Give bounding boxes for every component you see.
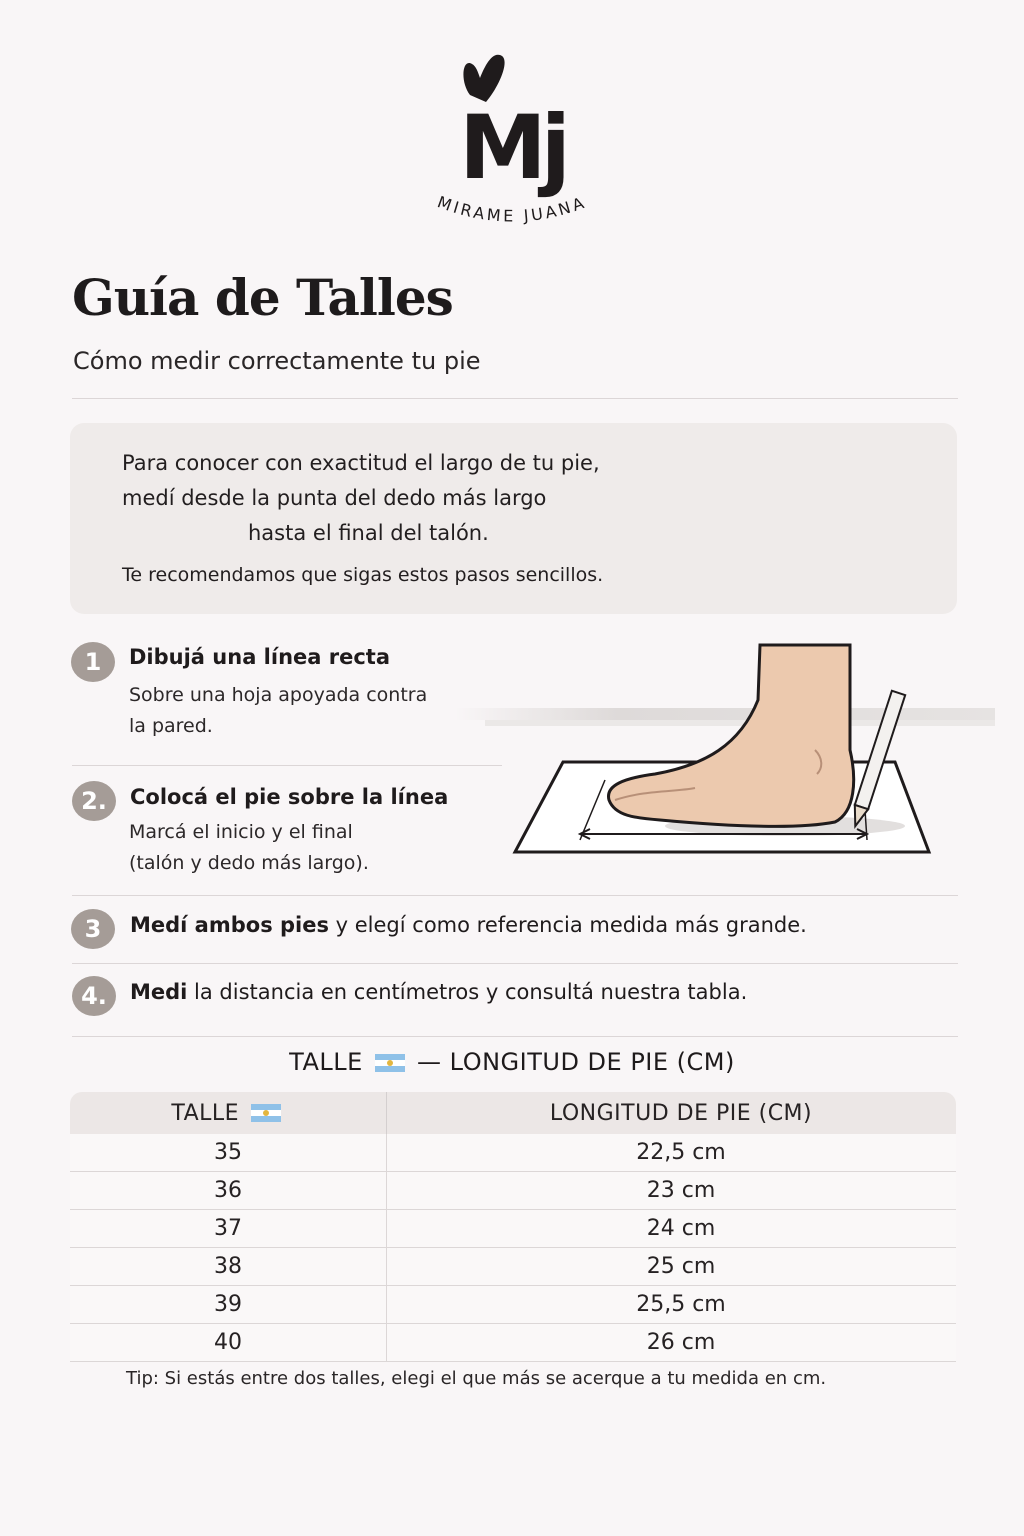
length-cell: 22,5 cm [387,1134,957,1172]
step-1-badge: 1 [71,642,115,682]
brand-name: MIRAME JUANA [434,192,590,226]
divider [72,765,502,766]
size-cell: 37 [70,1210,387,1248]
argentina-flag-icon [251,1104,281,1122]
heart-icon [463,55,504,102]
table-row [70,1210,956,1248]
length-cell: 26 cm [387,1324,957,1362]
step-4-badge: 4. [72,976,116,1016]
column-header-size [70,1092,387,1134]
wall-baseboard [455,708,995,720]
length-cell: 25 cm [387,1248,957,1286]
step-1-desc-1: Sobre una hoja apoyada contra [129,684,428,706]
page-title: Guía de Talles [72,268,453,327]
column-header-length: LONGITUD DE PIE (CM) [387,1092,957,1134]
size-cell: 35 [70,1134,387,1172]
divider [72,963,958,964]
size-table [70,1092,956,1362]
brand-initials: Mj [459,96,565,199]
table-row [70,1324,956,1362]
step-4-rest: la distancia en centímetros y consultá nuestra tabla. [187,980,748,1004]
divider [72,895,958,896]
intro-line-1: Para conocer con exactitud el largo de tu pie, [122,451,600,475]
step-2-desc-1: Marcá el inicio y el final [129,821,353,843]
step-2-title: Colocá el pie sobre la línea [130,785,449,809]
intro-line-3: hasta el final del talón. [248,521,489,545]
size-cell: 40 [70,1324,387,1362]
length-cell: 25,5 cm [387,1286,957,1324]
intro-line-2: medí desde la punta del dedo más largo [122,486,547,510]
intro-line-4: Te recomendamos que sigas estos pasos sencillos. [122,564,604,586]
length-cell: 24 cm [387,1210,957,1248]
brand-logo [400,40,624,240]
table-row [70,1286,956,1324]
step-2-desc-2: (talón y dedo más largo). [129,852,369,874]
step-3-bold: Medí ambos pies [130,913,329,937]
step-4-bold: Medi [130,980,188,1004]
foot-measure-illustration [455,640,995,875]
size-cell: 38 [70,1248,387,1286]
table-row [70,1134,956,1172]
tip-text: Tip: Si estás entre dos talles, elegi el que más se acerque a tu medida en cm. [126,1368,827,1389]
step-2-badge: 2. [72,781,116,821]
step-1-desc-2: la pared. [129,715,213,737]
argentina-flag-icon [375,1054,405,1072]
table-row [70,1172,956,1210]
step-4-text [130,980,747,1004]
table-row [70,1248,956,1286]
step-3-rest: y elegí como referencia medida más grande. [328,913,807,937]
brand-logo-graphic [400,40,624,240]
intro-box [70,423,957,614]
page-subtitle: Cómo medir correctamente tu pie [73,347,481,375]
length-cell: 23 cm [387,1172,957,1210]
table-heading-left: TALLE [289,1048,363,1076]
column-header-size-label: TALLE [171,1100,240,1126]
size-cell: 36 [70,1172,387,1210]
table-heading-right: — LONGITUD DE PIE (CM) [417,1048,735,1076]
divider [72,1036,958,1037]
step-1-title: Dibujá una línea recta [129,645,391,669]
step-3-text [130,913,807,937]
divider [72,398,958,399]
table-heading [0,1048,1024,1076]
table-header-row [70,1092,956,1134]
foot-measure-drawing [455,640,995,875]
size-cell: 39 [70,1286,387,1324]
foot-shape [608,645,853,826]
step-3-badge: 3 [71,909,115,949]
